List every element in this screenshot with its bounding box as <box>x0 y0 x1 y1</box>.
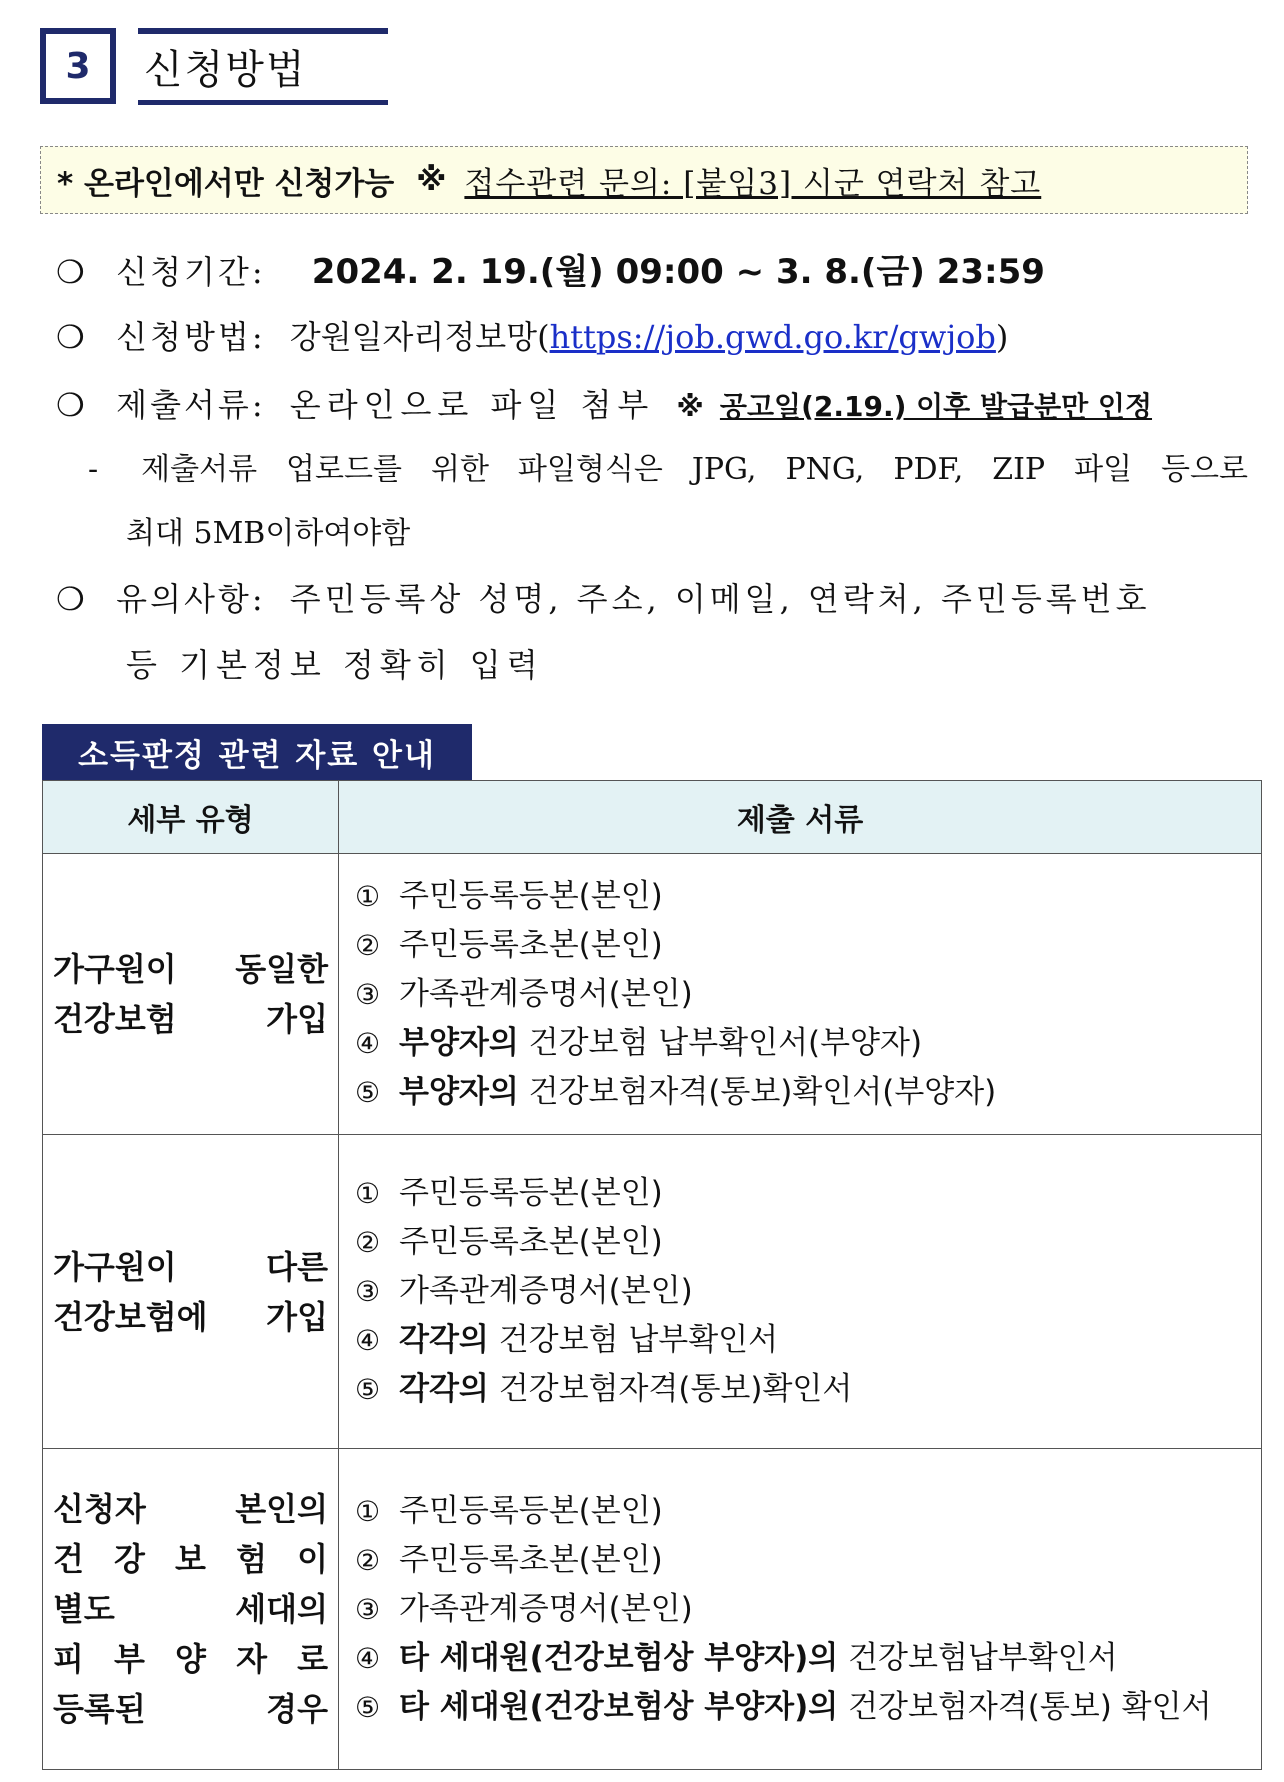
bullet-icon: ❍ <box>56 580 85 618</box>
method-text: 강원일자리정보망( <box>289 318 550 356</box>
item-text: 주민등록초본(본인) <box>399 1224 663 1260</box>
caution-label: 유의사항: <box>116 580 266 618</box>
title-rule-top <box>138 28 388 34</box>
row-type <box>43 1449 339 1770</box>
method-label: 신청방법: <box>116 318 266 356</box>
item-text: 주민등록초본(본인) <box>399 926 663 963</box>
item-number: ④ <box>355 1026 381 1060</box>
type-line: 건 강 보 험 이 <box>53 1540 328 1578</box>
docs-text: 온라인으로 파일 첨부 <box>289 386 655 424</box>
type-line: 신청자 본인의 <box>53 1490 328 1528</box>
item-text: 가족관계증명서(본인) <box>399 1273 693 1309</box>
online-only-text: * 온라인에서만 신청가능 <box>57 165 395 202</box>
method-close: ) <box>995 318 1009 356</box>
doc-item <box>355 1585 1261 1634</box>
row-docs <box>339 854 1262 1135</box>
item-number: ④ <box>355 1324 381 1357</box>
doc-item <box>355 1634 1261 1683</box>
doc-item <box>355 1267 1261 1316</box>
type-line: 건강보험 가입 <box>53 1000 328 1038</box>
item-number: ③ <box>355 977 381 1011</box>
doc-item <box>355 1169 1261 1218</box>
item-number: ② <box>355 928 381 962</box>
section-title: 신청방법 <box>144 47 307 93</box>
job-portal-link[interactable]: https://job.gwd.go.kr/gwjob <box>549 318 996 356</box>
caution-text: 주민등록상 성명, 주소, 이메일, 연락처, 주민등록번호 <box>289 580 1151 618</box>
doc-item <box>355 921 1261 970</box>
type-line: 가구원이 다른 <box>53 1247 328 1286</box>
item-emphasis: 부양자의 <box>399 1024 519 1061</box>
doc-item <box>355 1068 1261 1117</box>
upload-format-line2: 최대 5MB이하여야함 <box>126 516 411 551</box>
period-value: 2024. 2. 19.(월) 09:00 ~ 3. 8.(금) 23:59 <box>311 252 1045 292</box>
upload-format-text: 제출서류 업로드를 위한 파일형식은 JPG, PNG, PDF, ZIP 파일 등으로 <box>141 452 1248 487</box>
item-text: 건강보험 납부확인서 <box>488 1322 779 1358</box>
row-docs <box>339 1135 1262 1449</box>
type-line: 가구원이 동일한 <box>53 950 328 988</box>
doc-item <box>355 872 1261 921</box>
item-number: ① <box>355 1494 381 1528</box>
period-line <box>56 244 1045 293</box>
dash: - <box>88 452 99 487</box>
item-text: 건강보험납부확인서 <box>838 1639 1118 1676</box>
item-text: 건강보험자격(통보)확인서(부양자) <box>518 1073 997 1110</box>
item-number: ③ <box>355 1275 381 1308</box>
row-type <box>43 854 339 1135</box>
item-number: ① <box>355 879 381 913</box>
docs-line <box>56 380 1152 426</box>
col-header-docs: 제출 서류 <box>339 781 1262 854</box>
doc-item <box>355 970 1261 1019</box>
reference-mark: ※ <box>416 162 447 198</box>
item-number: ④ <box>355 1641 381 1675</box>
doc-item <box>355 1683 1261 1732</box>
item-emphasis: 각각의 <box>399 1371 489 1407</box>
item-text: 가족관계증명서(본인) <box>399 975 693 1012</box>
table-header-row <box>43 781 1262 854</box>
title-rule-bottom <box>138 100 388 105</box>
item-text: 건강보험자격(통보) 확인서 <box>838 1688 1212 1725</box>
doc-item <box>355 1218 1261 1267</box>
type-line: 피 부 양 자 로 <box>53 1640 328 1678</box>
item-text: 주민등록등본(본인) <box>399 1492 663 1529</box>
row-type <box>43 1135 339 1449</box>
item-number: ⑤ <box>355 1690 381 1724</box>
caution-line2: 등 기본정보 정확히 입력 <box>126 646 544 684</box>
item-text: 주민등록초본(본인) <box>399 1541 663 1578</box>
doc-item <box>355 1536 1261 1585</box>
item-emphasis: 타 세대원(건강보험상 부양자)의 <box>399 1688 839 1725</box>
item-emphasis: 부양자의 <box>399 1073 519 1110</box>
upload-format-line1 <box>88 444 1248 488</box>
issue-date-note: 공고일(2.19.) 이후 발급분만 인정 <box>719 390 1153 423</box>
doc-item <box>355 1487 1261 1536</box>
item-emphasis: 타 세대원(건강보험상 부양자)의 <box>399 1639 839 1676</box>
docs-label: 제출서류: <box>116 386 266 424</box>
bullet-icon: ❍ <box>56 386 85 424</box>
item-text: 건강보험자격(통보)확인서 <box>488 1371 853 1407</box>
table-row <box>43 1449 1262 1770</box>
bullet-icon: ❍ <box>56 253 85 291</box>
item-number: ① <box>355 1177 381 1210</box>
type-line: 등록된 경우 <box>53 1690 328 1728</box>
item-number: ⑤ <box>355 1075 381 1109</box>
item-text: 주민등록등본(본인) <box>399 877 663 914</box>
online-only-notice <box>40 146 1248 214</box>
row-docs <box>339 1449 1262 1770</box>
doc-item <box>355 1316 1261 1365</box>
item-emphasis: 각각의 <box>399 1322 489 1358</box>
contact-reference: 접수관련 문의: [붙임3] 시군 연락처 참고 <box>464 165 1042 202</box>
method-line <box>56 312 1008 358</box>
table-row <box>43 1135 1262 1449</box>
income-docs-caption: 소득판정 관련 자료 안내 <box>42 724 472 780</box>
item-text: 건강보험 납부확인서(부양자) <box>518 1024 923 1061</box>
item-number: ② <box>355 1543 381 1577</box>
income-docs-table <box>42 780 1262 1770</box>
type-line: 별도 세대의 <box>53 1590 328 1628</box>
item-number: ② <box>355 1226 381 1259</box>
caution-line <box>56 574 1248 620</box>
item-text: 주민등록등본(본인) <box>399 1175 663 1211</box>
section-number: 3 <box>40 28 116 104</box>
item-number: ③ <box>355 1592 381 1626</box>
bullet-icon: ❍ <box>56 318 85 356</box>
col-header-type: 세부 유형 <box>43 781 339 854</box>
doc-item <box>355 1019 1261 1068</box>
period-label: 신청기간: <box>116 253 266 291</box>
type-line: 건강보험에 가입 <box>53 1297 328 1336</box>
item-number: ⑤ <box>355 1373 381 1406</box>
table-row <box>43 854 1262 1135</box>
item-text: 가족관계증명서(본인) <box>399 1590 693 1627</box>
note-mark: ※ <box>676 390 704 423</box>
doc-item <box>355 1365 1261 1414</box>
